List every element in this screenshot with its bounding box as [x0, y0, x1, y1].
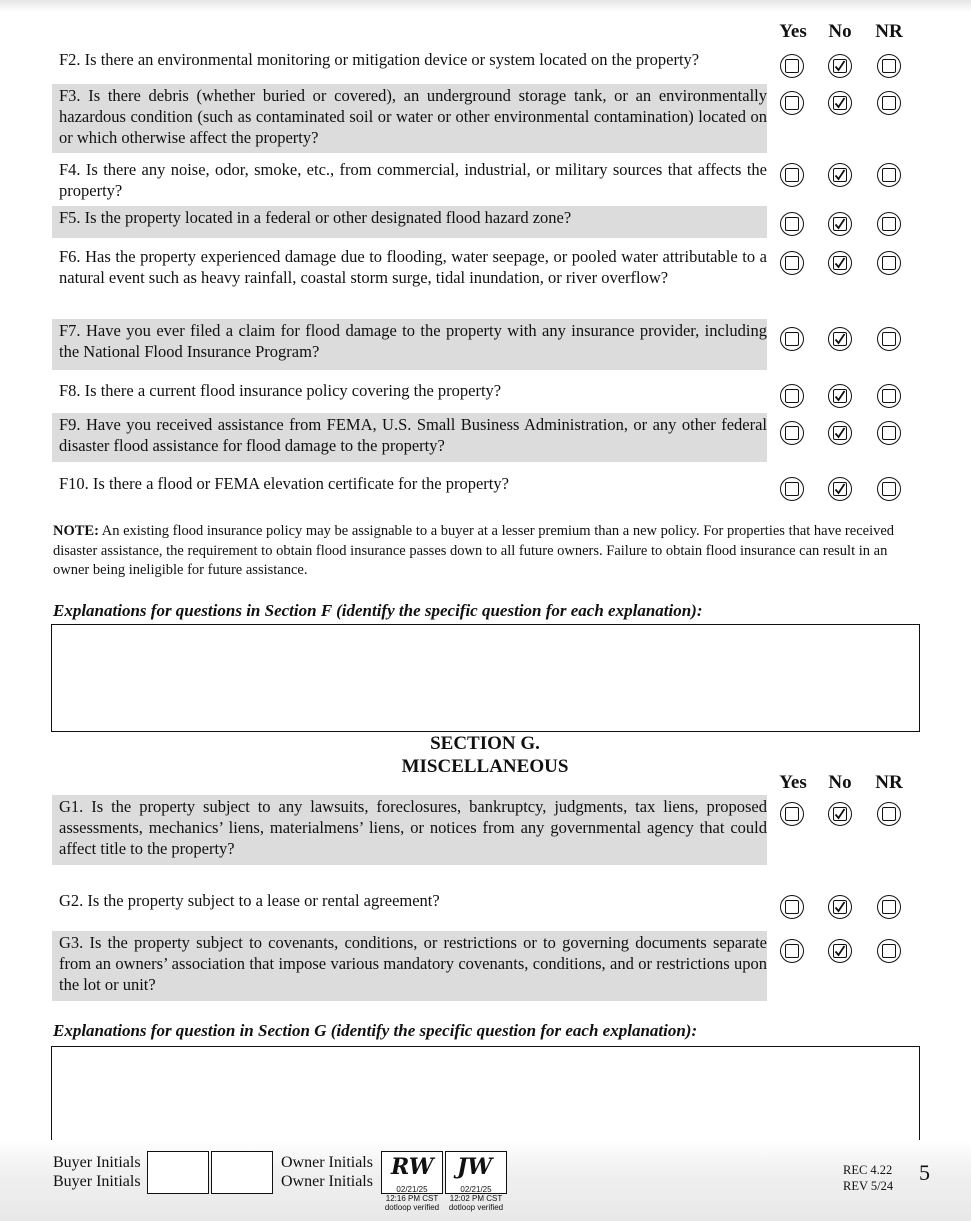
- checkmark-icon: [834, 390, 846, 402]
- section-f-explanation-label: Explanations for questions in Section F (identify the specific question for each explanation):: [53, 601, 703, 620]
- f9-no-checkbox-box: [833, 426, 847, 440]
- f4-nr-checkbox[interactable]: [877, 163, 901, 187]
- f9-yes-checkbox-box: [785, 426, 799, 440]
- f5-yes-checkbox[interactable]: [780, 212, 804, 236]
- f4-no-checkbox[interactable]: [828, 163, 852, 187]
- f2-no-checkbox[interactable]: [828, 54, 852, 78]
- f7-yes-checkbox-box: [785, 332, 799, 346]
- form-rev: REV 5/24: [843, 1179, 894, 1193]
- f6-no-checkbox[interactable]: [828, 251, 852, 275]
- question-text: G3. Is the property subject to covenants, conditions, or restrictions or to governing documents separate from an owners’ association that impose various mandatory covenants, conditions, and or restrictions upon the lot or unit?: [59, 933, 767, 994]
- question-text: G2. Is the property subject to a lease or rental agreement?: [59, 891, 440, 910]
- f10-nr-checkbox-box: [882, 482, 896, 496]
- f3-nr-checkbox-box: [882, 96, 896, 110]
- g1-no-checkbox-box: [833, 807, 847, 821]
- owner-sig-2-date: 02/21/25: [460, 1185, 492, 1194]
- section-g-explanation-field[interactable]: [51, 1046, 920, 1152]
- section-g-title: [385, 732, 585, 778]
- f10-yes-checkbox-box: [785, 482, 799, 496]
- question-row-f5: [52, 206, 767, 238]
- f3-no-checkbox-box: [833, 96, 847, 110]
- question-text: F2. Is there an environmental monitoring or mitigation device or system located on the property?: [59, 50, 700, 69]
- f5-no-checkbox[interactable]: [828, 212, 852, 236]
- f2-no-checkbox-box: [833, 59, 847, 73]
- owner-initials-signature-2: JW: [457, 1154, 493, 1180]
- owner-sig-1-time: 12:16 PM CST: [385, 1194, 439, 1203]
- g2-no-checkbox-box: [833, 900, 847, 914]
- f9-nr-checkbox-box: [882, 426, 896, 440]
- question-text: F3. Is there debris (whether buried or covered), an underground storage tank, or an environmentally hazardous condition (such as contaminated soil or water or other environmental contamination) located on or which otherwise affect the property?: [59, 86, 767, 147]
- f6-yes-checkbox[interactable]: [780, 251, 804, 275]
- column-header-yes-g: Yes: [779, 772, 807, 793]
- form-revision: [843, 1162, 893, 1194]
- checkmark-icon: [834, 169, 846, 181]
- f10-no-checkbox-box: [833, 482, 847, 496]
- form-code: REC 4.22: [843, 1163, 893, 1177]
- f9-nr-checkbox[interactable]: [877, 421, 901, 445]
- f8-yes-checkbox-box: [785, 389, 799, 403]
- f8-yes-checkbox[interactable]: [780, 384, 804, 408]
- f7-no-checkbox[interactable]: [828, 327, 852, 351]
- f8-no-checkbox[interactable]: [828, 384, 852, 408]
- f6-nr-checkbox[interactable]: [877, 251, 901, 275]
- f8-nr-checkbox-box: [882, 389, 896, 403]
- g1-yes-checkbox-box: [785, 807, 799, 821]
- checkmark-icon: [834, 257, 846, 269]
- f2-nr-checkbox[interactable]: [877, 54, 901, 78]
- checkmark-icon: [834, 218, 846, 230]
- checkmark-icon: [834, 808, 846, 820]
- owner-sig-1-verified: dotloop verified: [384, 1203, 440, 1212]
- g2-yes-checkbox[interactable]: [780, 895, 804, 919]
- flood-insurance-note: [53, 522, 913, 581]
- question-row-f6: [52, 245, 767, 311]
- column-header-nr-g: NR: [875, 772, 903, 793]
- owner-sig-1-date: 02/21/25: [396, 1185, 428, 1194]
- note-text: An existing flood insurance policy may be assignable to a buyer at a lesser premium than a new policy. For properties that have received disaster assistance, the requirement to obtain flood insurance passes down to all future owners. Failure to obtain flood insurance can result in an owner being ineligible for future assistance.: [53, 523, 895, 578]
- f4-yes-checkbox-box: [785, 168, 799, 182]
- f4-yes-checkbox[interactable]: [780, 163, 804, 187]
- f5-yes-checkbox-box: [785, 217, 799, 231]
- g1-yes-checkbox[interactable]: [780, 802, 804, 826]
- f4-no-checkbox-box: [833, 168, 847, 182]
- f8-no-checkbox-box: [833, 389, 847, 403]
- buyer-initials-box-1[interactable]: [147, 1151, 209, 1194]
- f8-nr-checkbox[interactable]: [877, 384, 901, 408]
- owner-sig-2-time: 12:02 PM CST: [449, 1194, 503, 1203]
- question-text: F6. Has the property experienced damage due to flooding, water seepage, or pooled water attributable to a natural event such as heavy rainfall, coastal storm surge, tidal inundation, or river overflow?: [59, 247, 767, 287]
- question-row-f7: [52, 319, 767, 370]
- owner-initials-signature-1: RW: [391, 1154, 434, 1180]
- g3-nr-checkbox[interactable]: [877, 939, 901, 963]
- f5-nr-checkbox[interactable]: [877, 212, 901, 236]
- checkmark-icon: [834, 333, 846, 345]
- f4-nr-checkbox-box: [882, 168, 896, 182]
- question-text: F8. Is there a current flood insurance policy covering the property?: [59, 381, 502, 400]
- g1-no-checkbox[interactable]: [828, 802, 852, 826]
- question-row-f10: [52, 472, 767, 496]
- checkmark-icon: [834, 60, 846, 72]
- checkmark-icon: [834, 97, 846, 109]
- checkmark-icon: [834, 901, 846, 913]
- g2-nr-checkbox[interactable]: [877, 895, 901, 919]
- f7-nr-checkbox-box: [882, 332, 896, 346]
- g2-yes-checkbox-box: [785, 900, 799, 914]
- column-header-nr: NR: [875, 21, 903, 42]
- buyer-initials-box-2[interactable]: [211, 1151, 273, 1194]
- f7-no-checkbox-box: [833, 332, 847, 346]
- question-row-f2: [52, 48, 767, 72]
- f5-no-checkbox-box: [833, 217, 847, 231]
- g1-nr-checkbox[interactable]: [877, 802, 901, 826]
- column-header-yes: Yes: [779, 21, 807, 42]
- question-text: F4. Is there any noise, odor, smoke, etc., from commercial, industrial, or military sources that affects the property?: [59, 160, 767, 200]
- f7-yes-checkbox[interactable]: [780, 327, 804, 351]
- question-row-g1: [52, 795, 767, 865]
- page-number: 5: [919, 1160, 930, 1185]
- f6-yes-checkbox-box: [785, 256, 799, 270]
- question-text: F5. Is the property located in a federal or other designated flood hazard zone?: [59, 208, 572, 227]
- section-g-subheading: MISCELLANEOUS: [401, 756, 569, 777]
- question-row-f9: [52, 413, 767, 462]
- f3-yes-checkbox-box: [785, 96, 799, 110]
- owner-sig-2-verified: dotloop verified: [448, 1203, 504, 1212]
- f10-nr-checkbox[interactable]: [877, 477, 901, 501]
- g3-nr-checkbox-box: [882, 944, 896, 958]
- g2-nr-checkbox-box: [882, 900, 896, 914]
- f10-no-checkbox[interactable]: [828, 477, 852, 501]
- f6-no-checkbox-box: [833, 256, 847, 270]
- question-row-f3: [52, 84, 767, 153]
- f3-nr-checkbox[interactable]: [877, 91, 901, 115]
- page-top-edge: [0, 0, 971, 12]
- f3-no-checkbox[interactable]: [828, 91, 852, 115]
- checkmark-icon: [834, 427, 846, 439]
- checkmark-icon: [834, 945, 846, 957]
- g1-nr-checkbox-box: [882, 807, 896, 821]
- f3-yes-checkbox[interactable]: [780, 91, 804, 115]
- buyer-initials-label-1: Buyer Initials: [53, 1154, 141, 1171]
- g2-no-checkbox[interactable]: [828, 895, 852, 919]
- g3-no-checkbox-box: [833, 944, 847, 958]
- question-text: F9. Have you received assistance from FEMA, U.S. Small Business Administration, or any other federal disaster flood assistance for flood damage to the property?: [59, 415, 767, 455]
- f6-nr-checkbox-box: [882, 256, 896, 270]
- g3-yes-checkbox[interactable]: [780, 939, 804, 963]
- section-f-explanation-field[interactable]: [51, 624, 920, 732]
- f9-no-checkbox[interactable]: [828, 421, 852, 445]
- column-header-no-g: No: [828, 772, 852, 793]
- buyer-initials-label-2: Buyer Initials: [53, 1173, 141, 1190]
- note-label: NOTE:: [53, 523, 99, 539]
- f2-yes-checkbox[interactable]: [780, 54, 804, 78]
- f10-yes-checkbox[interactable]: [780, 477, 804, 501]
- section-g-heading: SECTION G.: [430, 733, 540, 754]
- g3-no-checkbox[interactable]: [828, 939, 852, 963]
- f7-nr-checkbox[interactable]: [877, 327, 901, 351]
- question-text: F7. Have you ever filed a claim for flood damage to the property with any insurance provider, including the National Flood Insurance Program?: [59, 321, 767, 361]
- question-text: G1. Is the property subject to any lawsuits, foreclosures, bankruptcy, judgments, tax liens, proposed assessments, mechanics’ liens, materialmens’ liens, or notices from any governmental agency that could affect title to the property?: [59, 797, 767, 858]
- g3-yes-checkbox-box: [785, 944, 799, 958]
- checkmark-icon: [834, 483, 846, 495]
- owner-initials-label-2: Owner Initials: [281, 1173, 373, 1190]
- f2-nr-checkbox-box: [882, 59, 896, 73]
- f9-yes-checkbox[interactable]: [780, 421, 804, 445]
- owner-initials-label-1: Owner Initials: [281, 1154, 373, 1171]
- f2-yes-checkbox-box: [785, 59, 799, 73]
- f5-nr-checkbox-box: [882, 217, 896, 231]
- question-text: F10. Is there a flood or FEMA elevation certificate for the property?: [59, 474, 509, 493]
- section-g-explanation-label: Explanations for question in Section G (identify the specific question for each explanation):: [53, 1021, 698, 1040]
- question-row-f4: [52, 158, 767, 201]
- question-row-f8: [52, 379, 767, 403]
- question-row-g2: [52, 889, 767, 913]
- question-row-g3: [52, 931, 767, 1001]
- column-header-no: No: [828, 21, 852, 42]
